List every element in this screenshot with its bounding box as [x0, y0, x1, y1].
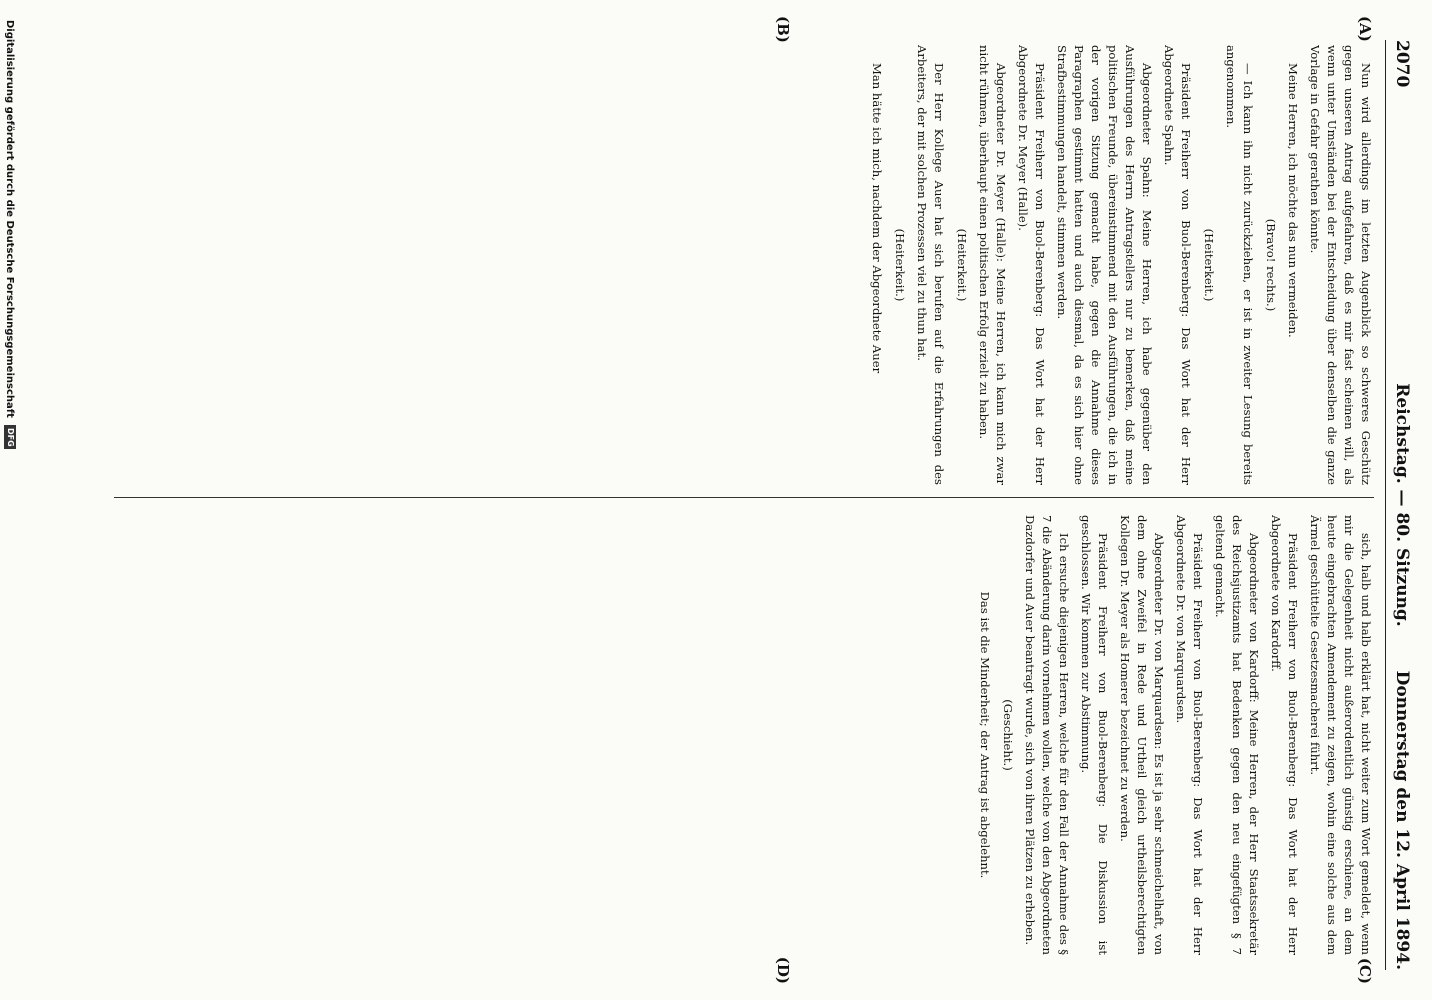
paragraph: — Ich kann ihn nicht zurückziehen, er ist in zweiter Lesung bereits angenommen. — [1224, 45, 1255, 485]
interjection: (Heiterkeit.) — [893, 228, 907, 302]
session-date: Donnerstag den 12. April 1894. — [1392, 670, 1412, 970]
margin-marker-c: (C) — [1356, 957, 1374, 984]
speaker-paragraph: Abgeordneter Dr. Meyer (Halle): Meine Herren, ich kann mich zwar nicht rühmen, überhaupt einen politischen Erfolg erzielt zu haben. — [977, 45, 1008, 485]
page-title: Reichstag. — 80. Sitzung. — [1392, 383, 1412, 627]
paragraph: Ich ersuche diejenigen Herren, welche für den Fall der Annahme des § 7 die Abänderung darin vornehmen wollen, welche von den Abgeordneten Dazdorfer und Auer beantragt wurde, sich von ihren Plätzen zu erheben. — [1023, 515, 1071, 955]
speaker-paragraph: Präsident Freiherr von Buol-Berenberg: Das Wort hat der Herr Abgeordnete Dr. Meyer (Halle). — [1016, 45, 1047, 485]
speaker-paragraph: Abgeordneter Dr. von Marquardsen: Es ist ja sehr schmeichelhaft, von dem ohne Zweifel in Rede und Urtheil gleich urtheilsberechtigten Kollegen Dr. Meyer als Homerer bezeichnet zu werden. — [1118, 515, 1166, 955]
speaker-paragraph: Abgeordneter von Kardorff: Meine Herren, der Herr Staatssekretär des Reichsjustizamts hat Bedenken gegen den neu eingefügten § 7 geltend gemacht. — [1213, 515, 1261, 955]
speaker-paragraph: Abgeordneter Spahn: Meine Herren, ich habe gegenüber den Ausführungen des Herrn Antragstellers nur zu bemerken, daß meine politischen Freunde, übereinstimmend mit den Ausführungen, die ich in der vorigen Sitzung gemacht habe, gegen die Annahme dieses Paragraphen gestimmt hatten und auch diesmal, da es sich hier ohne Strafbestimmungen handelt, stimmen werden. — [1055, 45, 1154, 485]
interjection: (Geschieht.) — [1001, 699, 1015, 771]
margin-marker-a: (A) — [1356, 16, 1374, 42]
result-statement: Das ist die Minderheit; der Antrag ist abgelehnt. — [978, 591, 992, 879]
speaker-paragraph: Präsident Freiherr von Buol-Berenberg: Das Wort hat der Herr Abgeordnete Spahn. — [1162, 45, 1193, 485]
digitization-credit — [4, 0, 16, 1000]
speaker-paragraph: Präsident Freiherr von Buol-Berenberg: Das Wort hat der Herr Abgeordnete Dr. von Marquardsen. — [1174, 515, 1205, 955]
page-header — [1385, 40, 1414, 970]
right-column — [84, 515, 1374, 955]
paragraph: sich, halb und halb erklärt hat, nicht weiter zum Wort gemeldet, wenn mir die Gelegenheit nicht außerordentlich günstig erschiene, an dem heute eingebrachten Amendement zu zeigen, wohin eine solche aus dem Ärmel geschüttelte Gesetzesmacherei führt. — [1308, 515, 1373, 955]
paragraph: Man hätte ich mich, nachdem der Abgeordnete Auer — [870, 63, 884, 374]
page-number: 2070 — [1392, 40, 1412, 88]
interjection: (Heiterkeit.) — [1202, 228, 1216, 302]
interjection: (Bravo! rechts.) — [1264, 218, 1278, 312]
paragraph: Der Herr Kollege Auer hat sich berufen auf die Erfahrungen des Arbeiters, der mit solchen Prozessen viel zu thun hat. — [915, 45, 946, 485]
paragraph: Meine Herren, ich möchte das nun vermeiden. — [1286, 63, 1300, 338]
margin-marker-b: (B) — [774, 16, 792, 43]
paragraph: Nun wird allerdings im letzten Augenblick so schweres Geschütz gegen unseren Antrag aufgefahren, daß es mir fast scheinen will, als wenn unter Umständen bei der Entscheidung über denselben die ganze Vorlage in Gefahr gerathen könnte. — [1308, 45, 1373, 485]
column-divider — [114, 497, 1374, 498]
left-column — [84, 45, 1374, 485]
credit-text: Digitalisierung gefördert durch die Deutsche Forschungsgemeinschaft — [4, 20, 15, 418]
margin-marker-d: (D) — [774, 956, 792, 984]
dfg-logo: DFG — [4, 425, 16, 449]
speaker-paragraph: Präsident Freiherr von Buol-Berenberg: Die Diskussion ist geschlossen. Wir kommen zur Abstimmung. — [1079, 515, 1110, 955]
interjection: (Heiterkeit.) — [955, 228, 969, 302]
speaker-paragraph: Präsident Freiherr von Buol-Berenberg: Das Wort hat der Herr Abgeordnete von Kardorff. — [1269, 515, 1300, 955]
